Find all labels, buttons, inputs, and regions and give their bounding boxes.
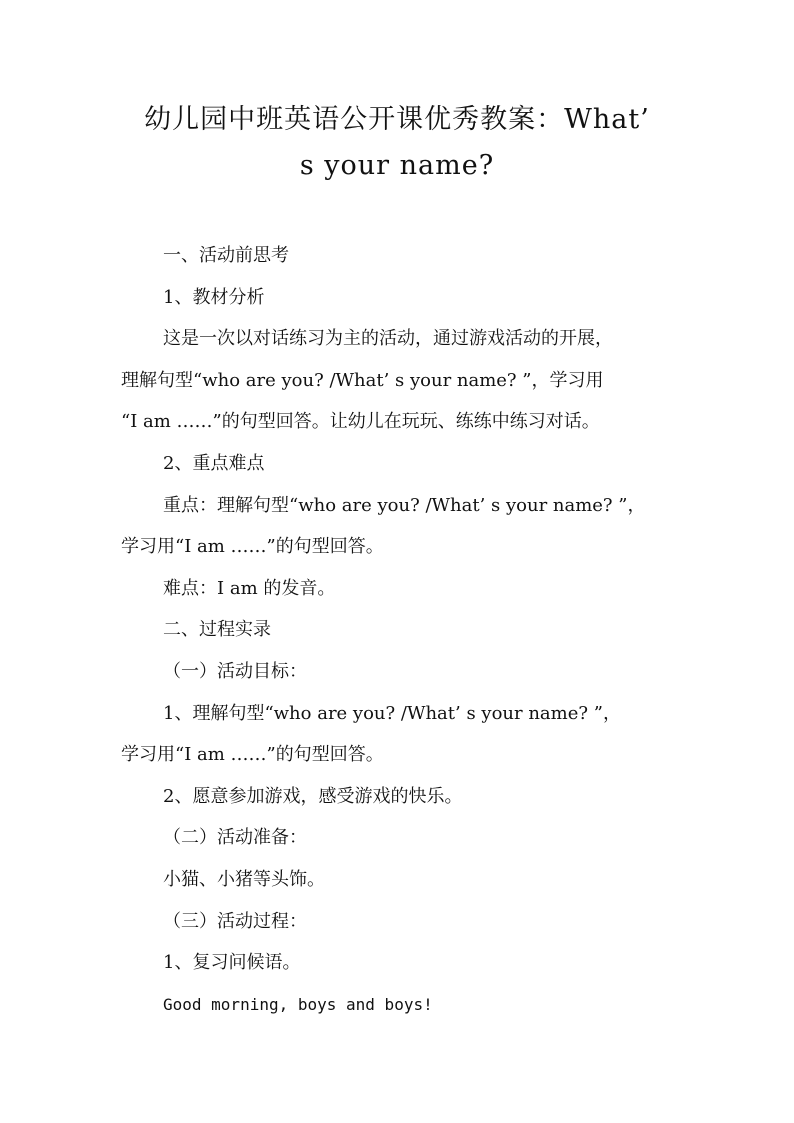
paragraph-line: 学习用“I am ……”的句型回答。 — [121, 744, 384, 766]
paragraph-line: Good morning, boys and boys! — [163, 994, 433, 1014]
paragraph-line: 重点：理解句型“who are you? /What’ s your name? ”， — [163, 494, 646, 516]
paragraph-line: 这是一次以对话练习为主的活动，通过游戏活动的开展， — [163, 328, 613, 350]
paragraph-line: “I am ……”的句型回答。让幼儿在玩玩、练练中练习对话。 — [121, 411, 600, 433]
paragraph-line: 理解句型“who are you? /What’ s your name? ”，学习用 — [121, 369, 604, 391]
section-heading: 一、活动前思考 — [163, 245, 289, 266]
subsection-heading: 2、重点难点 — [163, 452, 265, 474]
paragraph-line: 难点：I am 的发音。 — [163, 577, 336, 599]
paragraph-line: 1、复习问候语。 — [163, 952, 301, 974]
title-line-1: 幼儿园中班英语公开课优秀教案：What’ — [144, 104, 650, 135]
paragraph-line: 2、愿意参加游戏，感受游戏的快乐。 — [163, 785, 463, 807]
subsection-heading: （一）活动目标： — [163, 660, 307, 682]
paragraph-line: 1、理解句型“who are you? /What’ s your name? ”， — [163, 702, 621, 724]
paragraph-line: 学习用“I am ……”的句型回答。 — [121, 536, 384, 558]
document-title — [100, 97, 694, 189]
subsection-heading: （三）活动过程： — [163, 910, 307, 932]
document-body — [121, 235, 675, 1025]
subsection-heading: 1、教材分析 — [163, 286, 265, 308]
subsection-heading: （二）活动准备： — [163, 827, 307, 849]
paragraph-line: 小猫、小猪等头饰。 — [163, 868, 325, 890]
title-line-2: s your name? — [299, 150, 495, 181]
section-heading: 二、过程实录 — [163, 619, 271, 641]
